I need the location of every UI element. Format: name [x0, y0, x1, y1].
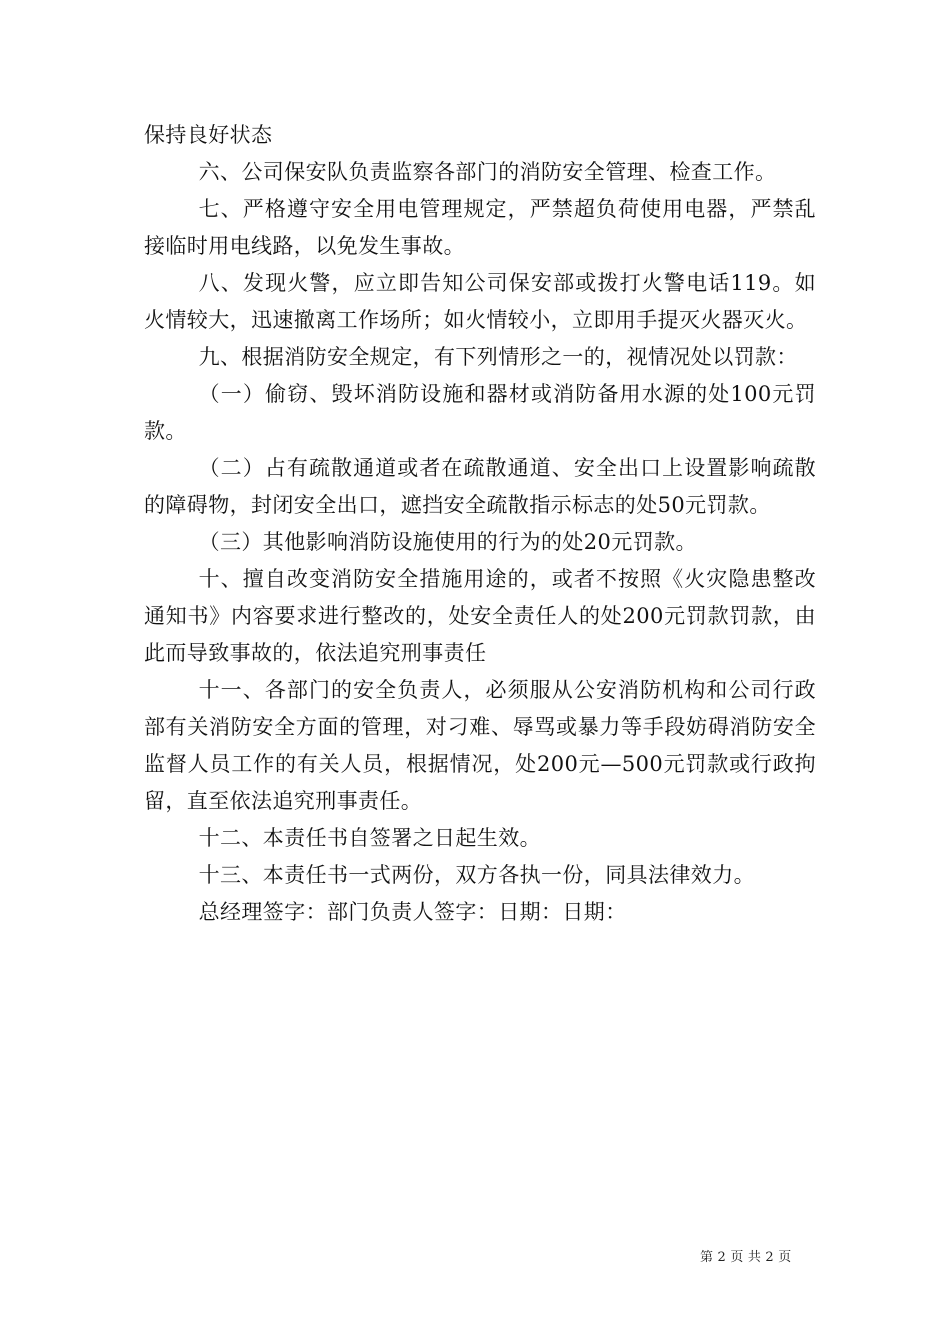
paragraph-9-item-2: （二）占有疏散通道或者在疏散通道、安全出口上设置影响疏散的障碍物，封闭安全出口，遮挡安全疏散指示标志的处50元罚款。: [144, 456, 816, 517]
paragraph-9: 九、根据消防安全规定，有下列情形之一的，视情况处以罚款：: [198, 345, 798, 369]
paragraph-9-item-3: （三）其他影响消防设施使用的行为的处20元罚款。: [198, 530, 697, 554]
paragraph-9-item-1: （一）偷窃、毁坏消防设施和器材或消防备用水源的处100元罚款。: [144, 382, 816, 443]
paragraph-12: 十二、本责任书自签署之日起生效。: [198, 826, 541, 850]
page-number-footer: 第 2 页 共 2 页: [700, 1250, 792, 1265]
paragraph-8: 八、发现火警，应立即告知公司保安部或拨打火警电话119。如火情较大，迅速撤离工作场所；如火情较小，立即用手提灭火器灭火。: [144, 271, 816, 332]
paragraph-13: 十三、本责任书一式两份，双方各执一份，同具法律效力。: [198, 863, 755, 887]
paragraph-7: 七、严格遵守安全用电管理规定，严禁超负荷使用电器，严禁乱接临时用电线路，以免发生事故。: [144, 197, 816, 258]
paragraph-continuation: 保持良好状态: [144, 123, 273, 147]
signature-line: 总经理签字：部门负责人签字：日期：日期：: [198, 900, 627, 924]
document-body: [144, 117, 816, 931]
paragraph-11: 十一、各部门的安全负责人，必须服从公安消防机构和公司行政部有关消防安全方面的管理，对刁难、辱骂或暴力等手段妨碍消防安全监督人员工作的有关人员，根据情况，处200元—500元罚款或行政拘留，直至依法追究刑事责任。: [144, 678, 816, 813]
paragraph-10: 十、擅自改变消防安全措施用途的，或者不按照《火灾隐患整改通知书》内容要求进行整改的，处安全责任人的处200元罚款罚款，由此而导致事故的，依法追究刑事责任: [144, 567, 816, 665]
paragraph-6: 六、公司保安队负责监察各部门的消防安全管理、检查工作。: [198, 160, 777, 184]
